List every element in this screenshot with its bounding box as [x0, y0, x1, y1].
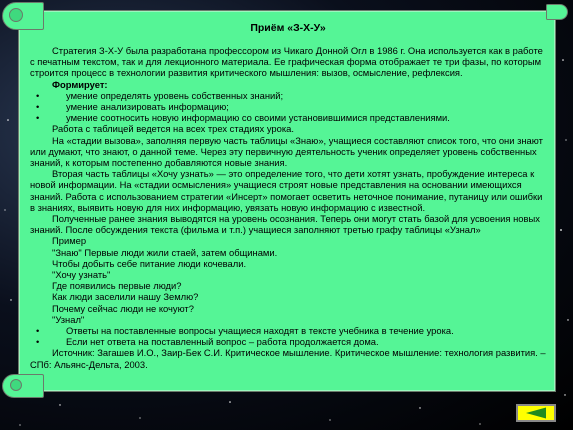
source-citation: Источник: Загашев И.О., Заир-Бек С.И. Критическое мышление. Критическое мышление: технология развития. – СПб: Альянс-Дельта, 2003.: [30, 347, 546, 370]
list-item-text: умение определять уровень собственных знаний;: [66, 89, 284, 101]
list-item: [30, 112, 546, 123]
example-line: Как люди заселили нашу Землю?: [52, 291, 199, 303]
list-item: [30, 325, 546, 336]
example-line: "Хочу узнать": [52, 269, 111, 281]
list-item-text: Ответы на поставленные вопросы учащиеся находят в тексте учебника в течение урока.: [66, 325, 454, 337]
learned-paragraph: Полученные ранее знания выводятся на уровень осознания. Теперь они могут стать базой для усвоения новых знаний. После обсуждения текста (фильма и т.п.) учащиеся заполняют третью графу таблицы «Узнал»: [30, 213, 540, 236]
page-title: Приём «З-Х-У»: [250, 22, 326, 34]
want-to-know-paragraph: Вторая часть таблицы «Хочу узнать» — это определение того, что дети хотят узнать, пробуждение интереса к новой информации. На «стадии осмысления» учащиеся строят новые представления на основании имеющихся знаний. Работа с использованием стратегии «Инсерт» помогает осветить неточное понимание, путаницу или ошибки в знаниях, выявить новую для них информацию, увязать новую информацию с известной.: [30, 168, 543, 213]
example-line: "Узнал": [52, 313, 85, 325]
example-line: Где появились первые люди?: [52, 280, 182, 292]
forms-label: Формирует:: [52, 78, 108, 90]
scroll-curl-right: [546, 4, 568, 20]
call-stage-paragraph: На «стадии вызова», заполняя первую часть таблицы «Знаю», учащиеся составляют список того, что они знают или думают, что знают, о данной теме. Через эту первичную деятельность ученик определяет уровень собственных знаний, к которым постепенно добавляются новые знания.: [30, 134, 543, 169]
bullet-mark: •: [36, 325, 40, 337]
table-paragraph: Работа с таблицей ведется на всех трех стадиях урока.: [52, 123, 294, 135]
bullet-mark: •: [36, 112, 40, 124]
intro-paragraph: Стратегия З-Х-У была разработана профессором из Чикаго Донной Огл в 1986 г. Она используется как в работе с печатным текстом, так и для лекционного материала. Ее графическая форма отображает те три фазы, по которым строится процесс в технологии развития критического мышления: вызов, осмысление, рефлексия.: [30, 45, 543, 79]
example-line: Пример: [52, 235, 87, 247]
example-line: Почему сейчас люди не кочуют?: [52, 302, 194, 314]
back-button[interactable]: [516, 404, 556, 422]
example-line: "Знаю" Первые люди жили стаей, затем общинами.: [52, 246, 278, 258]
list-item-text: умение анализировать информацию;: [66, 101, 229, 113]
list-item: [30, 90, 546, 101]
example-line: Чтобы добыть себе питание люди кочевали.: [52, 257, 247, 269]
list-item-text: Если нет ответа на поставленный вопрос – работа продолжается дома.: [66, 336, 379, 348]
list-item-text: умение соотносить новую информацию со своими установившимися представлениями.: [66, 112, 450, 124]
bullet-mark: •: [36, 336, 40, 348]
list-item: [30, 101, 546, 112]
back-arrow-icon: [525, 407, 547, 419]
document-body: [30, 22, 546, 382]
bullet-mark: •: [36, 101, 40, 113]
bullet-mark: •: [36, 89, 40, 101]
list-item: [30, 336, 546, 347]
